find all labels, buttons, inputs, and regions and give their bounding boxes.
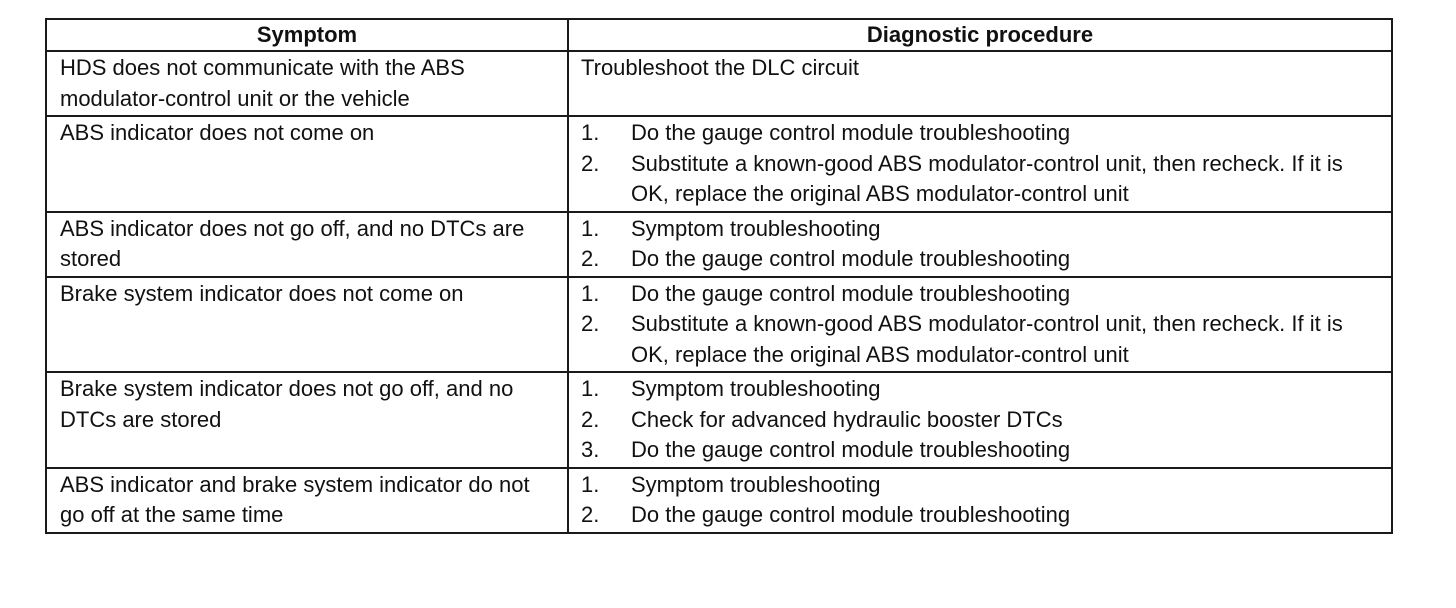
step-text: Do the gauge control module troubleshooting [631, 120, 1071, 145]
symptom-cell: ABS indicator and brake system indicator do not go off at the same time [46, 468, 568, 533]
procedure-step [581, 244, 1381, 275]
step-number: 2. [581, 311, 600, 336]
step-number: 3. [581, 437, 600, 462]
step-text: Symptom troubleshooting [631, 471, 881, 497]
symptom-cell: ABS indicator does not come on [46, 116, 568, 212]
step-text: Substitute a known-good ABS modulator-control unit, then recheck. If it is OK, replace the original ABS modulator-control unit [631, 311, 1343, 367]
procedure-cell [568, 277, 1392, 373]
procedure-steps-list [581, 279, 1381, 371]
table-header-row [46, 19, 1392, 51]
step-text: Symptom troubleshooting [631, 376, 881, 401]
procedure-step [581, 149, 1381, 210]
step-number: 2. [581, 406, 600, 432]
procedure-steps-list [581, 118, 1381, 210]
step-number: 1. [581, 471, 600, 497]
procedure-text: Troubleshoot the DLC circuit [581, 55, 859, 80]
procedure-steps-list [581, 214, 1381, 275]
table-row [46, 212, 1392, 277]
procedure-column-header: Diagnostic procedure [568, 19, 1392, 51]
procedure-cell [568, 372, 1392, 468]
procedure-step [581, 214, 1381, 245]
step-number: 2. [581, 246, 600, 271]
step-text: Substitute a known-good ABS modulator-control unit, then recheck. If it is OK, replace the original ABS modulator-control unit [631, 150, 1343, 206]
step-number: 2. [581, 150, 600, 176]
procedure-cell [568, 51, 1392, 116]
step-number: 2. [581, 502, 600, 527]
step-number: 1. [581, 376, 600, 401]
procedure-step [581, 405, 1381, 436]
diagnostic-table [45, 18, 1393, 534]
step-text: Do the gauge control module troubleshooting [631, 280, 1071, 306]
procedure-step [581, 279, 1381, 310]
symptom-cell: ABS indicator does not go off, and no DTCs are stored [46, 212, 568, 277]
step-text: Do the gauge control module troubleshooting [631, 502, 1071, 527]
symptom-cell: HDS does not communicate with the ABS modulator-control unit or the vehicle [46, 51, 568, 116]
symptom-cell: Brake system indicator does not go off, and no DTCs are stored [46, 372, 568, 468]
procedure-step [581, 500, 1381, 531]
procedure-step [581, 309, 1381, 370]
table-row [46, 468, 1392, 533]
step-text: Check for advanced hydraulic booster DTCs [631, 406, 1063, 432]
procedure-steps-list [581, 374, 1381, 466]
symptom-cell: Brake system indicator does not come on [46, 277, 568, 373]
procedure-step [581, 118, 1381, 149]
procedure-step [581, 374, 1381, 405]
procedure-cell [568, 116, 1392, 212]
step-number: 1. [581, 215, 600, 241]
procedure-cell [568, 468, 1392, 533]
table-row [46, 116, 1392, 212]
step-text: Do the gauge control module troubleshooting [631, 437, 1071, 462]
table-row [46, 372, 1392, 468]
table-row [46, 51, 1392, 116]
procedure-cell [568, 212, 1392, 277]
table-body [46, 51, 1392, 533]
procedure-step [581, 470, 1381, 501]
step-number: 1. [581, 120, 600, 145]
step-text: Symptom troubleshooting [631, 215, 881, 241]
step-number: 1. [581, 280, 600, 306]
procedure-step [581, 435, 1381, 466]
table-row [46, 277, 1392, 373]
procedure-steps-list [581, 470, 1381, 531]
symptom-column-header: Symptom [46, 19, 568, 51]
step-text: Do the gauge control module troubleshooting [631, 246, 1071, 271]
